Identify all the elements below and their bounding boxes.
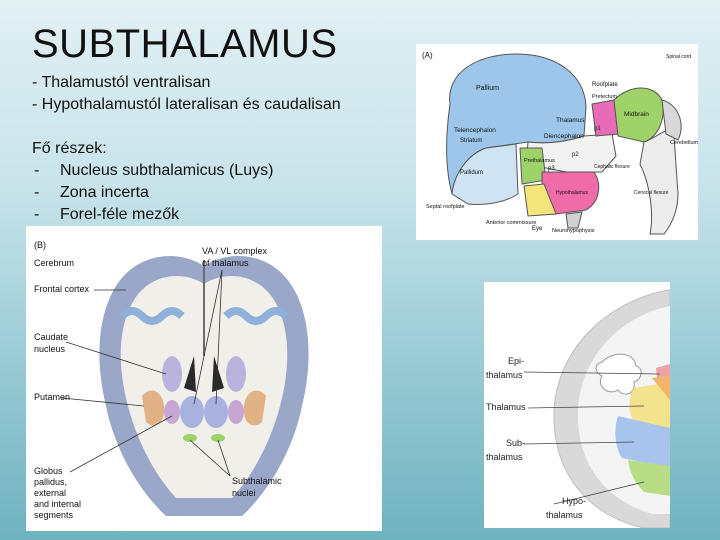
label-cephalic-flexure: Cephalic flexure [594,164,630,170]
label-p2: p2 [572,152,579,158]
list-item-text: Forel-féle mezők [60,206,180,223]
label-caudate-2: nucleus [34,344,66,354]
label-cervical-flexure: Cervical flexure [634,190,669,196]
label-hypothalamus-2: thalamus [546,510,583,520]
embryonic-brain-diagram [416,44,698,240]
label-pretectum: Pretectum [592,94,618,100]
bullet-ventral: - Thalamustól ventralisan [32,74,211,91]
label-thalamus: Thalamus [556,117,585,124]
panel-label: (B) [34,240,46,250]
label-spinal-cord: Spinal cord [666,54,692,60]
label-va-vl-1: VA / VL complex [202,246,268,256]
label-epithalamus-1: Epi- [508,356,525,366]
label-hypothalamus-1: Hypo- [562,496,587,506]
globus-pallidus-left [164,400,180,424]
label-globus-5: segments [34,510,74,520]
list-dash: - [34,162,40,179]
panel-label: (A) [422,51,433,60]
label-epithalamus-2: thalamus [486,370,523,380]
label-neurohypophysis: Neurohypophysis [552,228,595,234]
label-pallium: Pallium [476,85,499,92]
list-item-text: Nucleus subthalamicus (Luys) [60,162,274,179]
label-cerebellum: Cerebellum [670,140,698,146]
label-globus-3: external [34,488,67,498]
label-p1: p1 [594,126,601,132]
list-item [32,182,273,204]
label-va-vl-2: of thalamus [202,258,249,268]
label-midbrain: Midbrain [624,111,649,118]
label-eye: Eye [532,226,543,232]
location-bullets [32,72,341,116]
slide-title: SUBTHALAMUS [32,22,338,66]
bullet-lateral: - Hypothalamustól lateralisan és caudalisan [32,96,341,113]
label-striatum: Striatum [460,138,483,144]
label-hypothalamus: Hypothalamus [556,190,588,196]
subthalamic-left [183,434,197,442]
label-putamen: Putamen [34,392,71,402]
figure-diencephalon-divisions [484,282,670,528]
label-diencephalon: Diencephalon [544,133,584,140]
list-item [32,204,273,226]
thalamus-left [180,396,204,428]
figure-embryonic-brain [416,44,698,240]
parts-heading: Fő részek: [32,140,107,157]
list-dash: - [34,206,40,223]
label-anterior-commissure: Anterior commissure [486,220,537,226]
label-prethalamus: Prethalamus [524,158,555,164]
label-roofplate: Roofplate [592,82,618,88]
label-p3: p3 [548,166,555,172]
label-telencephalon: Telencephalon [454,127,496,134]
list-dash: - [34,184,40,201]
label-cerebrum: Cerebrum [34,258,75,268]
label-globus-2: pallidus, [34,477,68,487]
label-globus-4: and internal [34,499,82,509]
hindbrain-region [640,131,678,234]
coronal-section-diagram [26,226,382,531]
globus-pallidus-right [228,400,244,424]
label-frontal-cortex: Frontal cortex [34,284,90,294]
label-subthalamus-1: Sub- [506,438,526,448]
label-thalamus: Thalamus [486,402,526,412]
diencephalon-divisions-diagram [484,282,670,528]
neurohypophysis-region [566,212,582,228]
label-subthalamus-2: thalamus [486,452,523,462]
caudate-right [226,356,246,392]
list-item-text: Zona incerta [60,184,149,201]
label-pallidum: Pallidum [460,170,484,176]
label-globus-1: Globus [34,466,63,476]
label-stn-1: Subthalamic [232,476,282,486]
main-parts-list [32,138,273,226]
list-item [32,160,273,182]
label-stn-2: nuclei [232,488,256,498]
label-septal-roofplate: Septal roofplate [426,204,465,210]
figure-coronal-section [26,226,382,531]
label-caudate-1: Caudate [34,332,69,342]
